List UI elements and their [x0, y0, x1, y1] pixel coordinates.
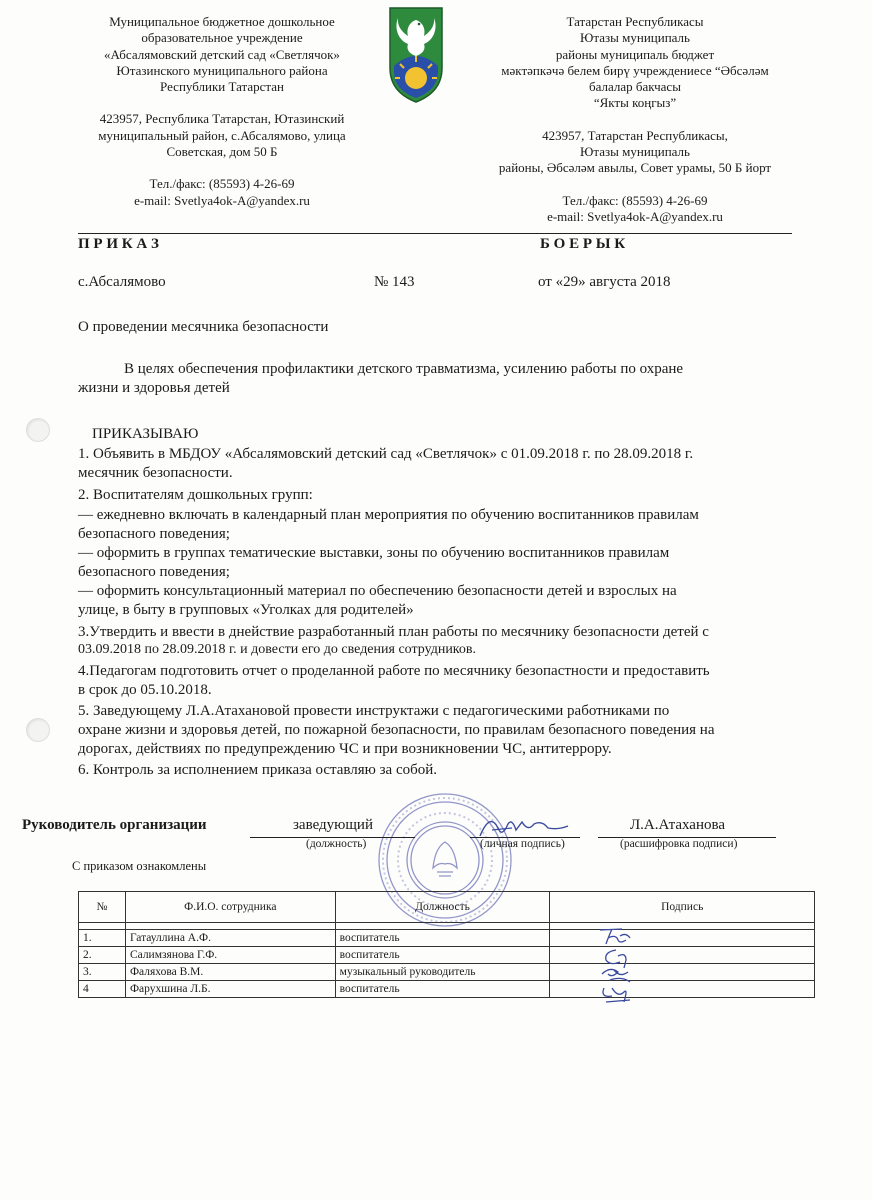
header-right-line: мәктәпкәчә белем бирү учреждениесе “Әбсәләм	[501, 62, 769, 78]
body-line: — ежедневно включать в календарный план мероприятия по обучению воспитанников правилам	[78, 507, 699, 523]
header-left	[72, 14, 372, 209]
body-line: в срок до 05.10.2018.	[78, 682, 212, 698]
row-name: Фаляхова В.М.	[125, 964, 335, 981]
column-header: №	[79, 892, 126, 923]
acquainted-caption: С приказом ознакомлены	[72, 859, 207, 873]
header-right-email: e-mail: Svetlya4ok-A@yandex.ru	[547, 208, 723, 224]
punch-hole-bottom	[26, 718, 50, 742]
row-name: Салимзянова Г.Ф.	[125, 947, 335, 964]
order-number: № 143	[374, 274, 415, 290]
staff-table	[78, 891, 815, 998]
order-subject: О проведении месячника безопасности	[78, 319, 329, 335]
header-right-line: Ютазы муниципаль	[580, 30, 690, 46]
signature-name-caption: (расшифровка подписи)	[620, 838, 738, 850]
row-number: 3.	[79, 964, 126, 981]
header-left-line: образовательное учреждение	[141, 30, 303, 46]
header-left-line: Ютазинского муниципального района	[116, 62, 328, 78]
decree-word: ПРИКАЗЫВАЮ	[92, 426, 199, 442]
row-position: воспитатель	[335, 981, 550, 998]
body-line: месячник безопасности.	[78, 465, 233, 481]
body-line: улице, в быту в групповых «Уголках для родителей»	[78, 602, 414, 618]
header-left-email: e-mail: Svetlya4ok-A@yandex.ru	[134, 192, 310, 208]
header-left-line: «Абсалямовский детский сад «Светлячок»	[104, 46, 340, 62]
header-left-address: 423957, Республика Татарстан, Ютазинский	[99, 111, 345, 127]
table-header-row	[79, 892, 815, 923]
header-right-line: районы муниципаль бюджет	[555, 46, 715, 62]
staff-handwritten-signatures	[590, 926, 640, 1008]
row-position: музыкальный руководитель	[335, 964, 550, 981]
body-line: безопасного поведения;	[78, 564, 230, 580]
body-line: безопасного поведения;	[78, 526, 230, 542]
header-left-address: Советская, дом 50 Б	[166, 144, 278, 160]
signature-sign-caption: (личная подпись)	[480, 838, 565, 850]
header-right-line: балалар бакчасы	[589, 79, 681, 95]
header-separator	[78, 233, 792, 234]
body-line: 1. Объявить в МБДОУ «Абсалямовский детский сад «Светлячок» с 01.09.2018 г. по 28.09.2018 г.	[78, 446, 694, 462]
header-left-phone: Тел./факс: (85593) 4-26-69	[149, 176, 295, 192]
order-title-tt: Б О Е Р Ы К	[540, 236, 626, 252]
coat-of-arms-emblem	[388, 6, 444, 104]
row-number: 1.	[79, 930, 126, 947]
body-line: 03.09.2018 по 28.09.2018 г. и довести его до сведения сотрудников.	[78, 642, 477, 657]
header-right-phone: Тел./факс: (85593) 4-26-69	[562, 192, 708, 208]
order-title-ru: П Р И К А З	[78, 236, 159, 252]
body-line: 3.Утвердить и ввести в днействие разработанный план работы по месячнику безопасности детей с	[78, 624, 709, 640]
header-left-line: Муниципальное бюджетное дошкольное	[109, 14, 335, 29]
header-right-address: районы, Әбсәләм авылы, Совет урамы, 50 Б йорт	[498, 160, 772, 176]
table-row	[79, 981, 815, 998]
preamble-line: В целях обеспечения профилактики детского травматизма, усилению работы по охране	[124, 361, 684, 377]
body-line: дорогах, действиях по предупреждению ЧС и при возникновении ЧС, антитеррору.	[78, 741, 612, 757]
table-row	[79, 930, 815, 947]
header-right-address: Ютазы муниципаль	[580, 144, 690, 160]
body-line: — оформить в группах тематические выставки, зоны по обучению воспитанников правилам	[78, 545, 670, 561]
header-right-address: 423957, Татарстан Республикасы,	[542, 127, 728, 143]
table-row	[79, 947, 815, 964]
body-line: 6. Контроль за исполнением приказа оставляю за собой.	[78, 762, 438, 778]
body-line: 4.Педагогам подготовить отчет о проделанной работе по месячнику безопастности и предоставить	[78, 663, 710, 679]
body-line: — оформить консультационный материал по обеспечению безопасности детей и взрослых на	[78, 583, 677, 599]
signature-position-caption: (должность)	[306, 838, 367, 850]
order-place: с.Абсалямово	[78, 274, 166, 290]
order-date: от «29» августа 2018	[538, 274, 671, 290]
row-name: Фарухшина Л.Б.	[125, 981, 335, 998]
header-right-line: Татарстан Республикасы	[566, 14, 704, 29]
body-line: 5. Заведующему Л.А.Атахановой провести инструктажи с педагогическими работниками по	[78, 703, 670, 719]
preamble-line: жизни и здоровья детей	[78, 380, 230, 396]
row-number: 4	[79, 981, 126, 998]
column-header: Должность	[335, 892, 550, 923]
header-left-address: муниципальный район, с.Абсалямово, улица	[98, 127, 346, 143]
header-right-line: “Якты коңгыз”	[593, 95, 677, 111]
row-name: Гатауллина А.Ф.	[125, 930, 335, 947]
table-spacer-row	[79, 923, 815, 930]
row-position: воспитатель	[335, 947, 550, 964]
header-right	[470, 14, 800, 225]
row-position: воспитатель	[335, 930, 550, 947]
body-line: 2. Воспитателям дошкольных групп:	[78, 487, 313, 503]
signature-label: Руководитель организации	[22, 817, 207, 833]
row-number: 2.	[79, 947, 126, 964]
punch-hole-top	[26, 418, 50, 442]
table-row	[79, 964, 815, 981]
signature-name: Л.А.Атаханова	[630, 817, 726, 833]
column-header: Ф.И.О. сотрудника	[125, 892, 335, 923]
body-line: охране жизни и здоровья детей, по пожарной безопасности, по правилам безопасного поведения на	[78, 722, 715, 738]
header-left-line: Республики Татарстан	[160, 79, 284, 95]
column-header: Подпись	[550, 892, 815, 923]
signature-position: заведующий	[293, 817, 373, 833]
